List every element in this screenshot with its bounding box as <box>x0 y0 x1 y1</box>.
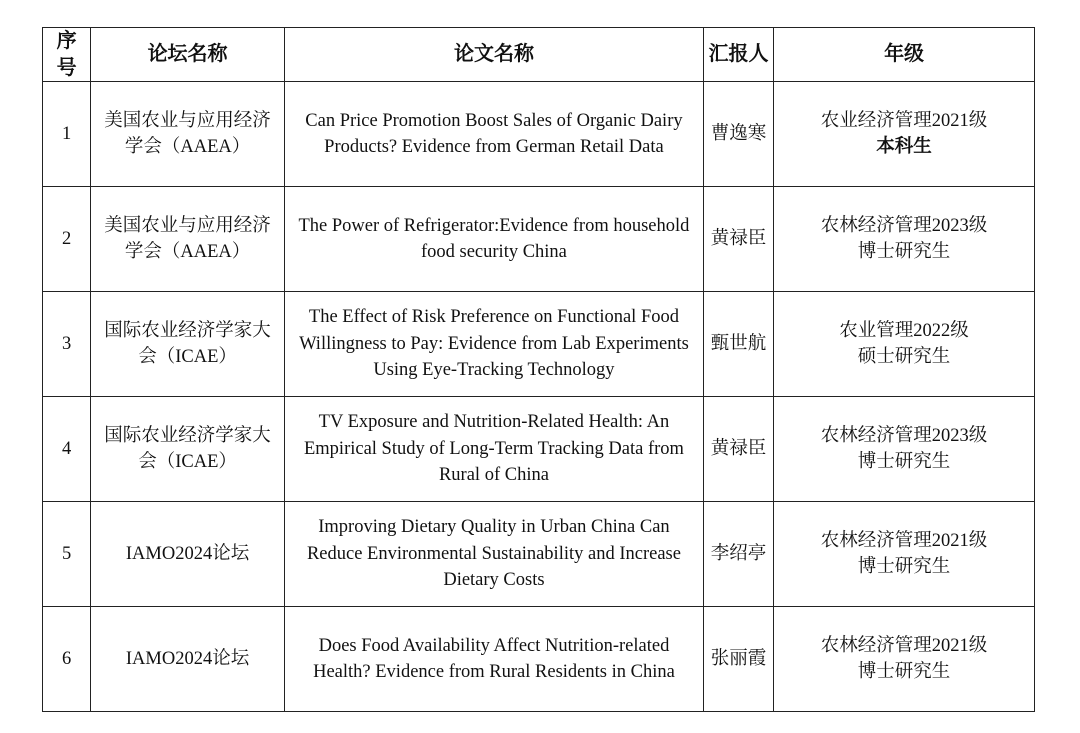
cell-paper: Does Food Availability Affect Nutrition-related Health? Evidence from Rural Residents in China <box>284 607 703 712</box>
cell-paper: Can Price Promotion Boost Sales of Organic Dairy Products? Evidence from German Retail Data <box>284 82 703 187</box>
cell-forum: IAMO2024论坛 <box>91 502 285 607</box>
header-row <box>43 28 1035 82</box>
cell-paper: The Effect of Risk Preference on Functional Food Willingness to Pay: Evidence from Lab Experiments Using Eye-Tracking Technology <box>284 292 703 397</box>
cell-presenter: 黄禄臣 <box>703 397 773 502</box>
cell-no: 4 <box>43 397 91 502</box>
header-presenter: 汇报人 <box>703 28 773 82</box>
cell-forum: 美国农业与应用经济学会（AAEA） <box>91 187 285 292</box>
cell-forum: IAMO2024论坛 <box>91 607 285 712</box>
grade-level: 博士研究生 <box>857 452 951 472</box>
cell-paper: The Power of Refrigerator:Evidence from household food security China <box>284 187 703 292</box>
forum-papers-table <box>42 27 1035 712</box>
cell-grade <box>774 397 1035 502</box>
cell-no: 2 <box>43 187 91 292</box>
cell-no: 1 <box>43 82 91 187</box>
grade-major: 农林经济管理2021级 <box>820 530 988 551</box>
cell-no: 3 <box>43 292 91 397</box>
cell-no: 6 <box>43 607 91 712</box>
grade-major: 农业管理2022级 <box>839 320 969 341</box>
cell-grade <box>774 187 1035 292</box>
table-row <box>43 187 1035 292</box>
cell-grade <box>774 292 1035 397</box>
grade-level: 博士研究生 <box>857 242 951 262</box>
header-no: 序号 <box>43 28 91 82</box>
grade-major: 农林经济管理2021级 <box>820 635 988 656</box>
cell-presenter: 李绍亭 <box>703 502 773 607</box>
cell-paper: TV Exposure and Nutrition-Related Health: An Empirical Study of Long-Term Tracking Data from Rural of China <box>284 397 703 502</box>
cell-presenter: 曹逸寒 <box>703 82 773 187</box>
table-row <box>43 397 1035 502</box>
grade-level: 硕士研究生 <box>857 347 951 367</box>
cell-forum: 国际农业经济学家大会（ICAE） <box>91 292 285 397</box>
grade-level: 博士研究生 <box>857 662 951 682</box>
table-row <box>43 502 1035 607</box>
cell-paper: Improving Dietary Quality in Urban China Can Reduce Environmental Sustainability and Increase Dietary Costs <box>284 502 703 607</box>
cell-presenter: 甄世航 <box>703 292 773 397</box>
cell-no: 5 <box>43 502 91 607</box>
grade-major: 农林经济管理2023级 <box>820 215 988 236</box>
table-row <box>43 82 1035 187</box>
cell-grade <box>774 607 1035 712</box>
grade-major: 农业经济管理2021级 <box>820 110 988 131</box>
cell-forum: 国际农业经济学家大会（ICAE） <box>91 397 285 502</box>
header-paper: 论文名称 <box>284 28 703 82</box>
grade-major: 农林经济管理2023级 <box>820 425 988 446</box>
cell-grade <box>774 82 1035 187</box>
header-forum: 论坛名称 <box>91 28 285 82</box>
cell-presenter: 张丽霞 <box>703 607 773 712</box>
header-grade: 年级 <box>774 28 1035 82</box>
cell-grade <box>774 502 1035 607</box>
table-row <box>43 292 1035 397</box>
cell-forum: 美国农业与应用经济学会（AAEA） <box>91 82 285 187</box>
cell-presenter: 黄禄臣 <box>703 187 773 292</box>
grade-level: 本科生 <box>876 137 932 157</box>
grade-level: 博士研究生 <box>857 557 951 577</box>
table-row <box>43 607 1035 712</box>
